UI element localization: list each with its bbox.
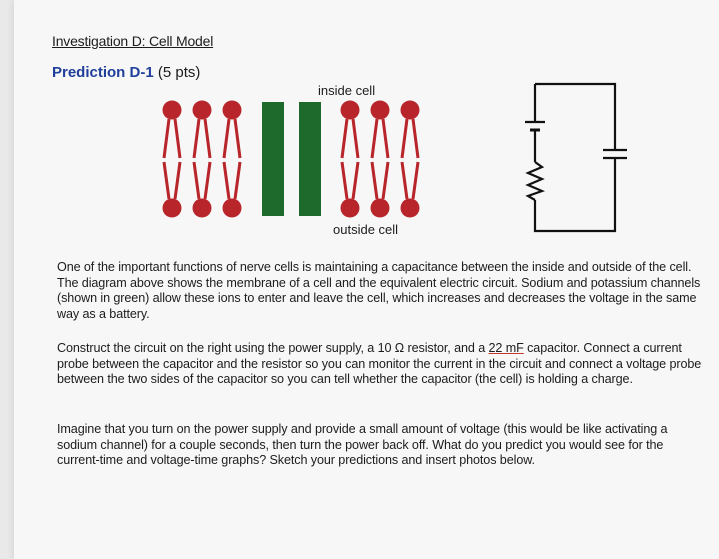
capacitance-value: 22 mF — [488, 341, 524, 355]
phospholipid-6 — [401, 101, 420, 218]
page-title: Investigation D: Cell Model — [52, 33, 214, 49]
construct-text-end: capacitor. Connect a current probe between the capacitor and the resistor so you can monitor the current in the circuit and connect a voltage probe between the two sides of the capacitor so you can tell whether the capacitor (the cell) is holding a charge. — [57, 341, 702, 386]
membrane-diagram — [150, 100, 435, 220]
prediction-heading — [52, 64, 200, 81]
lipid-head-top — [193, 101, 212, 120]
lipid-tails — [164, 119, 180, 199]
lipid-tails — [224, 119, 240, 199]
lipid-head-top — [223, 101, 242, 120]
phospholipid-5 — [371, 101, 390, 218]
lipid-head-bottom — [401, 199, 420, 218]
lipid-head-bottom — [341, 199, 360, 218]
lipid-head-bottom — [371, 199, 390, 218]
lipid-group-left — [163, 101, 242, 218]
prediction-points: (5 pts) — [157, 64, 201, 81]
paragraph-intro: One of the important functions of nerve cells is maintaining a capacitance between the inside and outside of the cell. The diagram above shows the membrane of a cell and the equivalent electric circuit. Sodium and potassium channels (shown in green) allow these ions to enter and leave the cell, which increases and decreases the voltage in the same way as a battery. — [57, 260, 701, 321]
construct-text-start: Construct the circuit on the right using the power supply, a 10 Ω resistor, and a — [57, 341, 489, 355]
ion-channel-2 — [299, 102, 321, 216]
phospholipid-2 — [193, 101, 212, 218]
lipid-head-bottom — [163, 199, 182, 218]
paragraph-construct — [57, 341, 709, 388]
lipid-head-top — [163, 101, 182, 120]
lipid-tails — [342, 119, 358, 199]
equivalent-circuit-diagram — [500, 78, 640, 243]
circuit-wire-top — [535, 84, 615, 150]
lipid-head-top — [371, 101, 390, 120]
outside-cell-label: outside cell — [333, 222, 399, 237]
lipid-head-top — [401, 101, 420, 120]
lipid-tails — [194, 119, 210, 199]
resistor-zigzag — [528, 162, 542, 200]
lipid-group-right — [341, 101, 420, 218]
lipid-head-bottom — [193, 199, 212, 218]
prediction-label: Prediction D-1 — [52, 64, 154, 81]
lipid-tails — [402, 119, 418, 199]
phospholipid-1 — [163, 101, 182, 218]
paragraph-imagine: Imagine that you turn on the power supply and provide a small amount of voltage (this would be like activating a sodium channel) for a couple seconds, then turn the power back off. What do you predict you would see for the current-time and voltage-time graphs? Sketch your predictions and insert photos below. — [57, 422, 668, 467]
lipid-tails — [372, 119, 388, 199]
lipid-head-bottom — [223, 199, 242, 218]
circuit-wire-bottom — [535, 158, 615, 231]
phospholipid-4 — [341, 101, 360, 218]
ion-channel-1 — [262, 102, 284, 216]
inside-cell-label: inside cell — [318, 83, 376, 98]
lipid-head-top — [341, 101, 360, 120]
phospholipid-3 — [223, 101, 242, 218]
